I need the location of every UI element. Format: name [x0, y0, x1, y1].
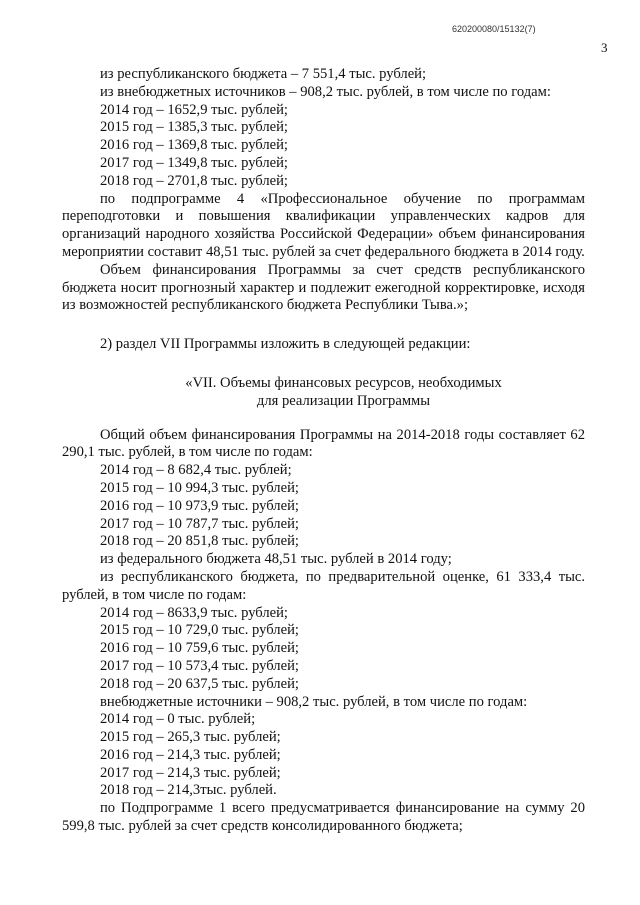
year-line: 2016 год – 10 973,9 тыс. рублей;: [100, 497, 299, 514]
forecast-paragraph: Объем финансирования Программы за счет средств республиканского бюджета носит прогнозный характер и подлежит ежегодной корректировке, исходя из возможностей республиканского бюджета Республики Тыва.»;: [62, 261, 585, 314]
document-id: 620200080/15132(7): [452, 24, 536, 34]
year-line: 2015 год – 1385,3 тыс. рублей;: [100, 119, 288, 136]
document-body: [62, 66, 585, 836]
year-line: 2016 год – 1369,8 тыс. рублей;: [100, 137, 288, 154]
year-line: 2018 год – 2701,8 тыс. рублей;: [100, 172, 288, 189]
year-line: 2014 год – 0 тыс. рублей;: [100, 711, 256, 728]
republican-budget-paragraph: из республиканского бюджета, по предварительной оценке, 61 333,4 тыс. рублей, в том числе по годам:: [62, 568, 585, 603]
section-heading-line-1: «VII. Объемы финансовых ресурсов, необходимых: [185, 374, 502, 391]
year-line: 2014 год – 1652,9 тыс. рублей;: [100, 101, 288, 118]
year-line: 2018 год – 214,3тыс. рублей.: [100, 782, 277, 799]
page-number: 3: [601, 40, 608, 55]
subprogram-1-paragraph: по Подпрограмме 1 всего предусматривается финансирование на сумму 20 599,8 тыс. рублей за счет средств консолидированного бюджета;: [62, 800, 585, 835]
offbudget-line: из внебюджетных источников – 908,2 тыс. рублей, в том числе по годам:: [100, 83, 551, 100]
year-line: 2017 год – 214,3 тыс. рублей;: [100, 764, 281, 781]
republican-budget-line: из республиканского бюджета – 7 551,4 тыс. рублей;: [100, 66, 427, 82]
section-heading-line-2: для реализации Программы: [256, 392, 431, 409]
year-line: 2017 год – 10 573,4 тыс. рублей;: [100, 657, 299, 674]
year-line: 2016 год – 214,3 тыс. рублей;: [100, 746, 281, 763]
subprogram-4-paragraph: по подпрограмме 4 «Профессиональное обучение по программам переподготовки и повышения квалификации управленческих кадров для организаций народного хозяйства Российской Федерации» объем финансирования мероприятии составит 48,51 тыс. рублей за счет федерального бюджета в 2014 году.: [62, 190, 585, 260]
section-intro: 2) раздел VII Программы изложить в следующей редакции:: [100, 336, 471, 353]
year-line: 2015 год – 10 729,0 тыс. рублей;: [100, 622, 299, 639]
year-line: 2014 год – 8633,9 тыс. рублей;: [100, 604, 288, 621]
total-financing-paragraph: Общий объем финансирования Программы на 2014-2018 годы составляет 62 290,1 тыс. рублей, в том числе по годам:: [62, 426, 585, 461]
year-line: 2016 год – 10 759,6 тыс. рублей;: [100, 640, 299, 657]
year-line: 2015 год – 265,3 тыс. рублей;: [100, 729, 281, 746]
federal-budget-line: из федерального бюджета 48,51 тыс. рублей в 2014 году;: [100, 551, 452, 568]
year-line: 2015 год – 10 994,3 тыс. рублей;: [100, 479, 299, 496]
year-line: 2018 год – 20 851,8 тыс. рублей;: [100, 533, 299, 550]
offbudget-sources-line: внебюджетные источники – 908,2 тыс. рублей, в том числе по годам:: [100, 693, 528, 710]
year-line: 2014 год – 8 682,4 тыс. рублей;: [100, 462, 292, 479]
year-line: 2017 год – 1349,8 тыс. рублей;: [100, 154, 288, 171]
year-line: 2018 год – 20 637,5 тыс. рублей;: [100, 675, 299, 692]
year-line: 2017 год – 10 787,7 тыс. рублей;: [100, 515, 299, 532]
